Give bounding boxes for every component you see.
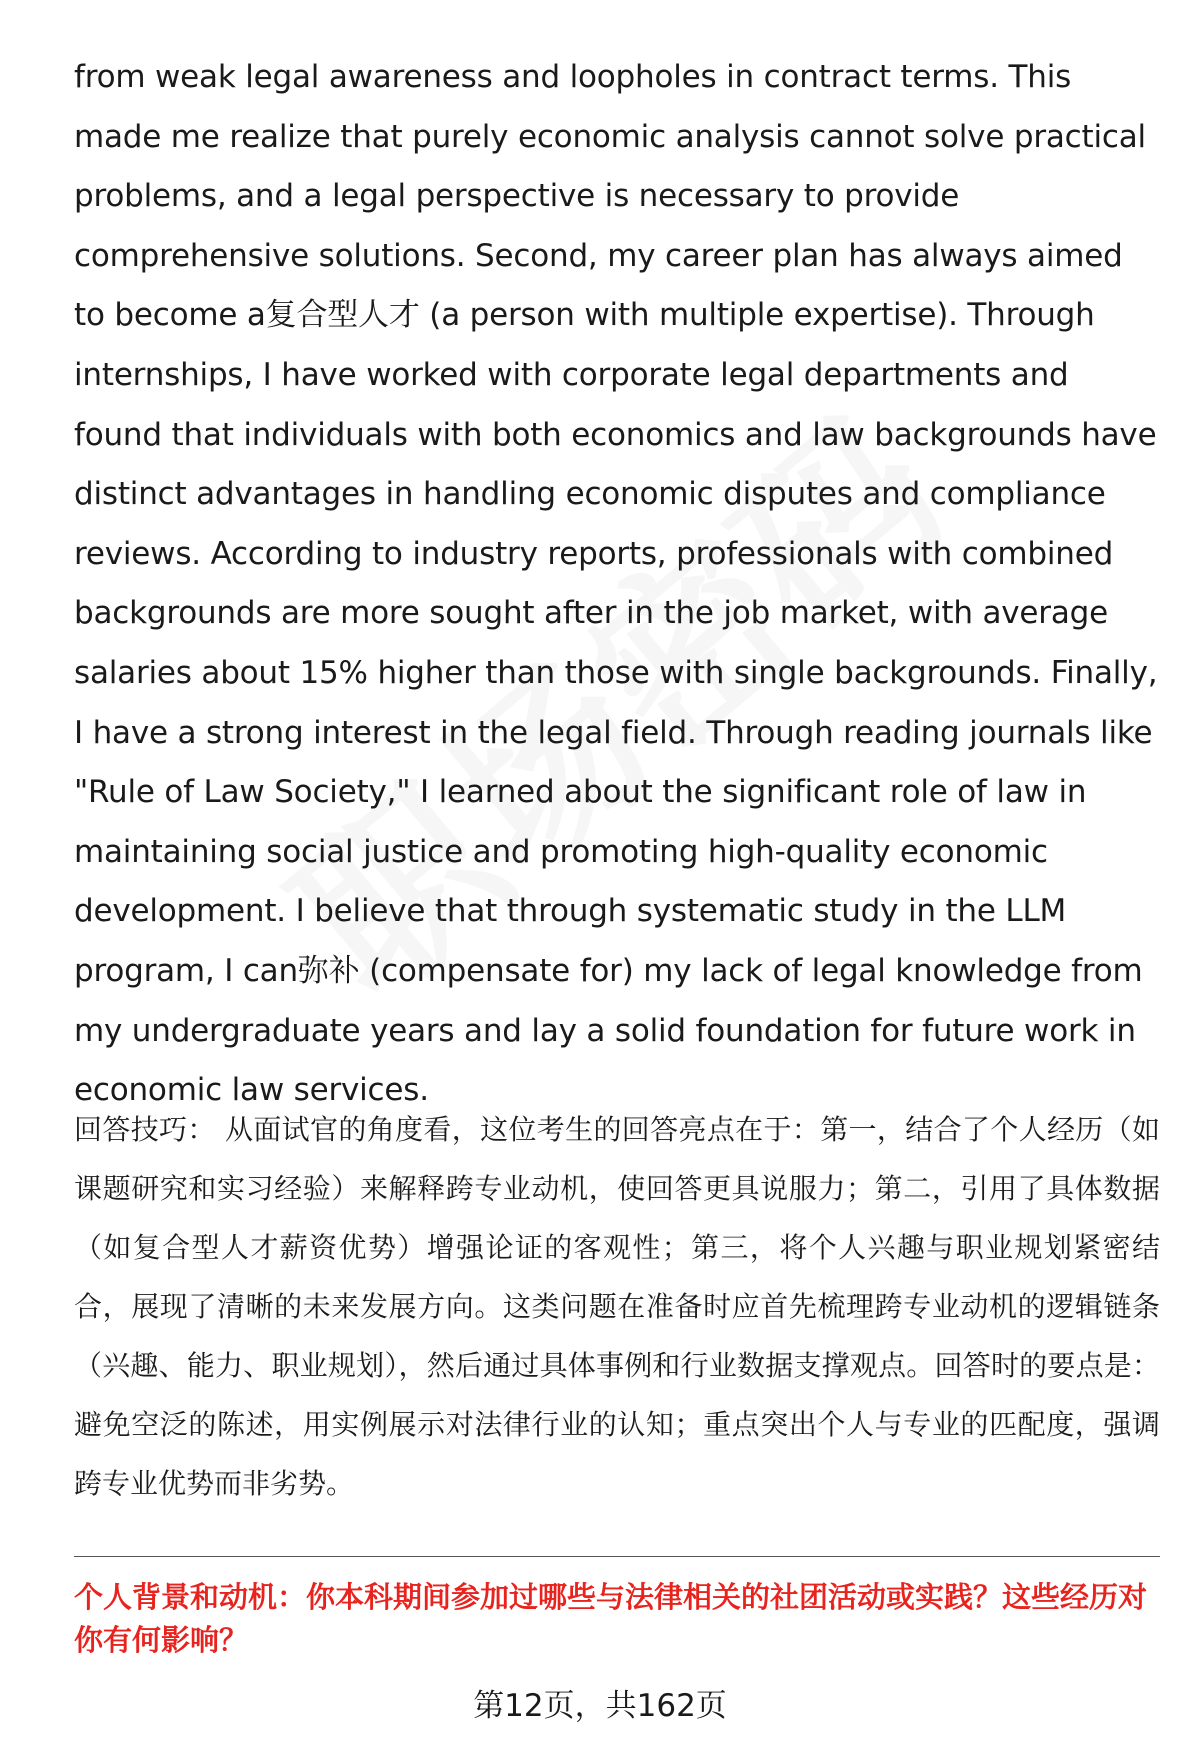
answer-paragraph: from weak legal awareness and loopholes in contract terms. This made me realize that purely economic analysis cannot solve practical problems, and a legal perspective is necessary to provide comprehensive solutions. Second, my career plan has always aimed to become a复合型人才 (a person with multiple expertise). Through internships, I have worked with corporate legal departments and found that individuals with both economics and law backgrounds have distinct advantages in handling economic disputes and compliance reviews. According to industry reports, professionals with combined backgrounds are more sought after in the job market, with average salaries about 15% higher than those with single backgrounds. Finally, I have a strong interest in the legal field. Through reading journals like "Rule of Law Society," I learned about the significant role of law in maintaining social justice and promoting high-quality economic development. I believe that through systematic study in the LLM program, I can弥补 (compensate for) my lack of legal knowledge from my undergraduate years and lay a solid foundation for future work in economic law services.	[74, 59, 1158, 1109]
page-footer: 第12页，共162页	[473, 1688, 727, 1724]
answer-tips-paragraph: 回答技巧： 从面试官的角度看，这位考生的回答亮点在于：第一，结合了个人经历（如课题研究和实习经验）来解释跨专业动机，使回答更具说服力；第二，引用了具体数据（如复合型人才薪资优势）增强论证的客观性；第三，将个人兴趣与职业规划紧密结合，展现了清晰的未来发展方向。这类问题在准备时应首先梳理跨专业动机的逻辑链条（兴趣、能力、职业规划），然后通过具体事例和行业数据支撑观点。回答时的要点是：避免空泛的陈述，用实例展示对法律行业的认知；重点突出个人与专业的匹配度，强调跨专业优势而非劣势。	[74, 1113, 1160, 1500]
document-page	[74, 48, 1160, 1657]
section-divider	[74, 1556, 1160, 1557]
next-question-heading: 个人背景和动机：你本科期间参加过哪些与法律相关的社团活动或实践？这些经历对你有何影响？	[74, 1580, 1148, 1657]
